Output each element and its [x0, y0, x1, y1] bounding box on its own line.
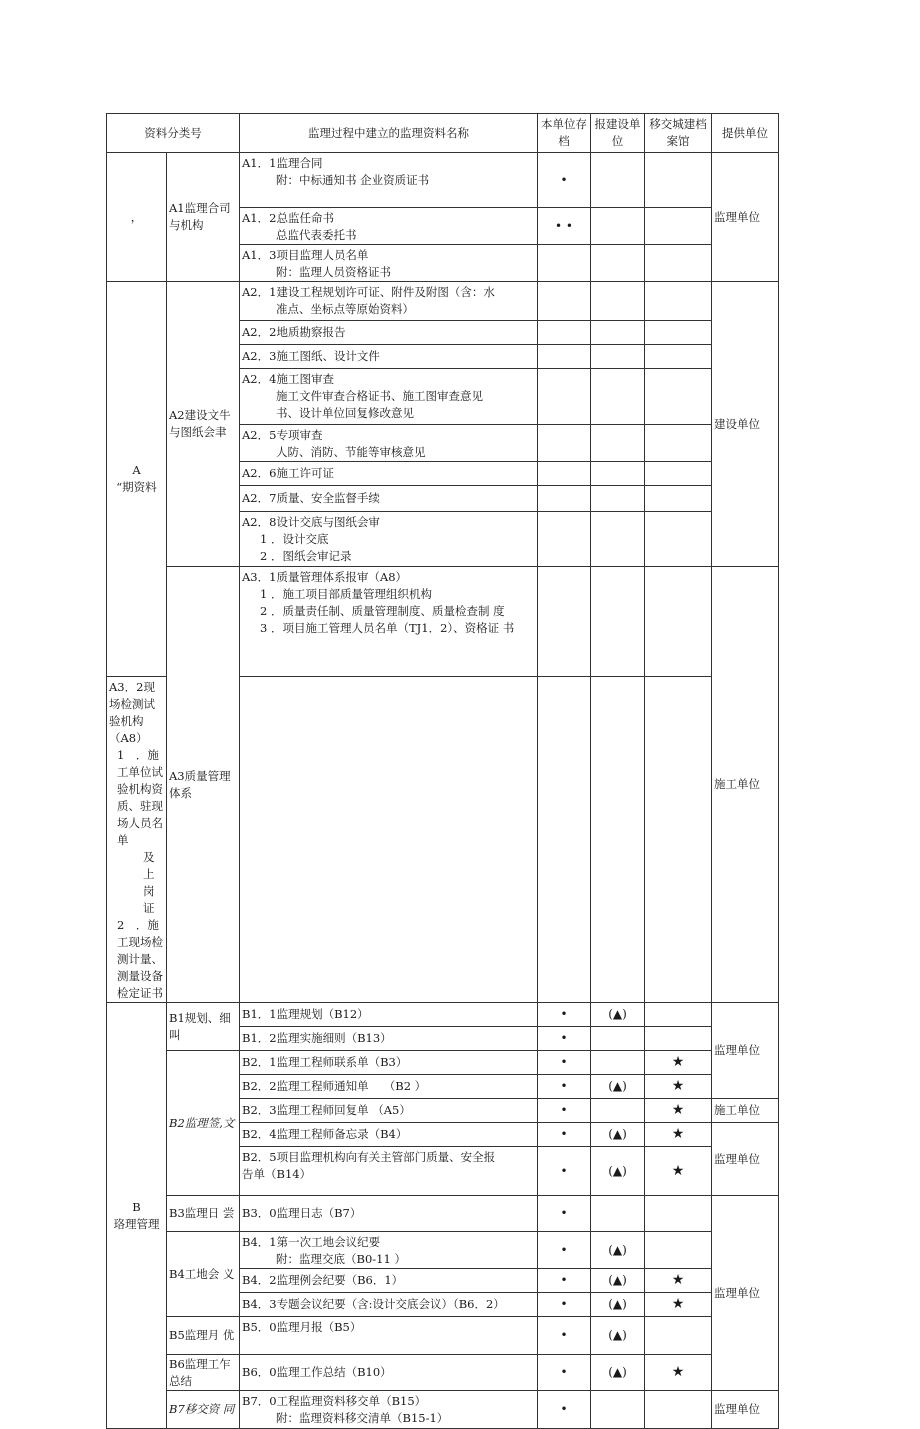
archive-star-icon: ★ — [645, 1147, 712, 1196]
subgroup-b3: B3监理日 尝 — [167, 1196, 240, 1232]
table-row — [107, 153, 779, 208]
item-a2-3: A2．3施工图纸、设计文件 — [240, 345, 538, 369]
report-mark: (▲) — [591, 1003, 645, 1027]
provider-a2: 建设单位 — [712, 282, 779, 567]
provider-a3: 施工单位 — [712, 567, 779, 1003]
self-archive-mark: • — [538, 1232, 591, 1269]
report-mark: (▲) — [591, 1075, 645, 1099]
provider-b2: 施工单位 — [712, 1099, 779, 1123]
provider-a1: 监理单位 — [712, 153, 779, 282]
archive-star-icon: ★ — [645, 1123, 712, 1147]
archive-star-icon: ★ — [645, 1355, 712, 1391]
self-archive-mark: • — [538, 1075, 591, 1099]
self-archive-mark: • — [538, 1293, 591, 1317]
item-a2-7: A2．7质量、安全监督手续 — [240, 486, 538, 512]
report-mark: (▲) — [591, 1147, 645, 1196]
header-row — [107, 114, 779, 153]
item-b2-2: B2．2监理工程师通知单 （B2 ） — [240, 1075, 538, 1099]
subgroup-a3: A3质量管理体系 — [167, 567, 240, 1003]
provider-b3: 监理单位 — [712, 1123, 779, 1196]
table-row — [107, 1232, 779, 1269]
self-archive-mark: • — [538, 1123, 591, 1147]
archive-star-icon: ★ — [645, 1099, 712, 1123]
group-a-label: A “期资料 — [107, 282, 167, 677]
self-archive-mark: • — [538, 153, 591, 208]
item-a3-2: A3．2现场检测试验机构（A8） 1 ．施工单位试验机构资质、驻现场人员名单 及上岗证 2 ．施工现场检测计量、测量设备检定证书 — [107, 677, 167, 1003]
item-b2-1: B2．1监理工程师联系单（B3） — [240, 1051, 538, 1075]
subgroup-b7: B7移交资 同 — [167, 1391, 240, 1429]
self-archive-mark: • — [538, 1051, 591, 1075]
self-archive-mark: • — [538, 1147, 591, 1196]
self-archive-mark: • — [538, 1269, 591, 1293]
item-a2-6: A2．6施工许可证 — [240, 462, 538, 486]
self-archive-mark: • — [538, 1099, 591, 1123]
item-a2-1: A2．1建设工程规划许可证、附件及附图（含：水 准点、坐标点等原始资料） — [240, 282, 538, 321]
archive-star-icon: ★ — [645, 1293, 712, 1317]
table-row — [107, 567, 779, 677]
subgroup-b1: B1规划、细叫 — [167, 1003, 240, 1051]
self-archive-mark: • — [538, 1196, 591, 1232]
report-mark: (▲) — [591, 1232, 645, 1269]
item-b2-5: B2．5项目监理机构向有关主管部门质量、安全报 告单（B14） — [240, 1147, 538, 1196]
group-a-top-cell — [107, 153, 167, 282]
table-row — [107, 1391, 779, 1429]
report-mark: (▲) — [591, 1293, 645, 1317]
archive-star-icon: ★ — [645, 1269, 712, 1293]
item-b4-3: B4．3专题会议纪要（含:设计交底会议）（B6．2） — [240, 1293, 538, 1317]
report-mark: (▲) — [591, 1269, 645, 1293]
self-archive-mark: • — [538, 1317, 591, 1355]
item-a1-1: A1．1监理合同 附：中标通知书 企业资质证书 — [240, 153, 538, 208]
subgroup-a2: A2建设文牛与图纸会聿 — [167, 282, 240, 567]
self-archive-mark: • — [538, 1355, 591, 1391]
table-row — [107, 282, 779, 321]
item-b2-3: B2．3监理工程师回复单 （A5） — [240, 1099, 538, 1123]
group-b-label: B 珞理管理 — [107, 1003, 167, 1429]
self-archive-mark: • — [538, 1003, 591, 1027]
header-city-archive: 移交城建档案馆 — [645, 114, 712, 153]
item-a1-3: A1．3项目监理人员名单 附：监理人员资格证书 — [240, 245, 538, 282]
table-row — [107, 1196, 779, 1232]
report-mark: (▲) — [591, 1355, 645, 1391]
self-archive-mark: • • — [538, 208, 591, 245]
archive-star-icon: ★ — [645, 1075, 712, 1099]
item-a2-4: A2．4施工图审查 施工文件审查合格证书、施工图审查意见 书、设计单位回复修改意见 — [240, 369, 538, 425]
table-row — [107, 1003, 779, 1027]
report-mark: (▲) — [591, 1123, 645, 1147]
table-row — [107, 1317, 779, 1355]
table-row — [107, 1355, 779, 1391]
subgroup-b6: B6监理工乍总结 — [167, 1355, 240, 1391]
header-provider: 提供单位 — [712, 114, 779, 153]
subgroup-b4: B4工地会 义 — [167, 1232, 240, 1317]
subgroup-b5: B5监理月 优 — [167, 1317, 240, 1355]
header-category: 资料分类号 — [107, 114, 240, 153]
report-mark: (▲) — [591, 1317, 645, 1355]
provider-b4: 监理单位 — [712, 1196, 779, 1391]
archive-table — [106, 113, 779, 1429]
self-archive-mark: • — [538, 1027, 591, 1051]
table-row — [107, 1051, 779, 1075]
archive-star-icon: ★ — [645, 1051, 712, 1075]
item-b4-1: B4．1第一次工地会议纪要 附：监理交底（B0-11 ） — [240, 1232, 538, 1269]
header-name: 监理过程中建立的监理资料名称 — [240, 114, 538, 153]
item-b1-2: B1．2监理实施细则（B13） — [240, 1027, 538, 1051]
subgroup-b2: B2监理签,文 — [167, 1051, 240, 1196]
item-a2-5: A2．5专项审查 人防、消防、节能等审核意见 — [240, 425, 538, 462]
provider-b5: 监理单位 — [712, 1391, 779, 1429]
provider-b1: 监理单位 — [712, 1003, 779, 1099]
item-b1-1: B1．1监理规划（B12） — [240, 1003, 538, 1027]
item-a2-8: A2．8设计交底与图纸会审 1 ．设计交底 2 ．图纸会审记录 — [240, 512, 538, 567]
item-b3-0: B3．0监理日志（B7） — [240, 1196, 538, 1232]
item-b2-4: B2．4监理工程师备忘录（B4） — [240, 1123, 538, 1147]
item-a3-1: A3．1质量管理体系报审（A8） 1 ．施工项目部质量管理组织机构 2 ．质量责任制、质量管理制度、质量检查制 度 3 ．项目施工管理人员名单（TJ1．2）、资格证 书 — [240, 567, 538, 677]
self-archive-mark: • — [538, 1391, 591, 1429]
item-b4-2: B4．2监理例会纪要（B6．1） — [240, 1269, 538, 1293]
item-b6-0: B6．0监理工作总结（B10） — [240, 1355, 538, 1391]
item-a2-2: A2．2地质勘察报告 — [240, 321, 538, 345]
item-a1-2: A1．2总监任命书 总监代表委托书 — [240, 208, 538, 245]
header-report-unit: 报建设单位 — [591, 114, 645, 153]
subgroup-a1: A1监理合司与机构 — [167, 153, 240, 282]
stray-mark: ， — [130, 209, 143, 224]
item-b7-0: B7．0工程监理资料移交单（B15） 附：监理资料移交清单（B15-1） — [240, 1391, 538, 1429]
item-b5-0: B5．0监理月报（B5） — [240, 1317, 538, 1355]
header-self-archive: 本单位存档 — [538, 114, 591, 153]
